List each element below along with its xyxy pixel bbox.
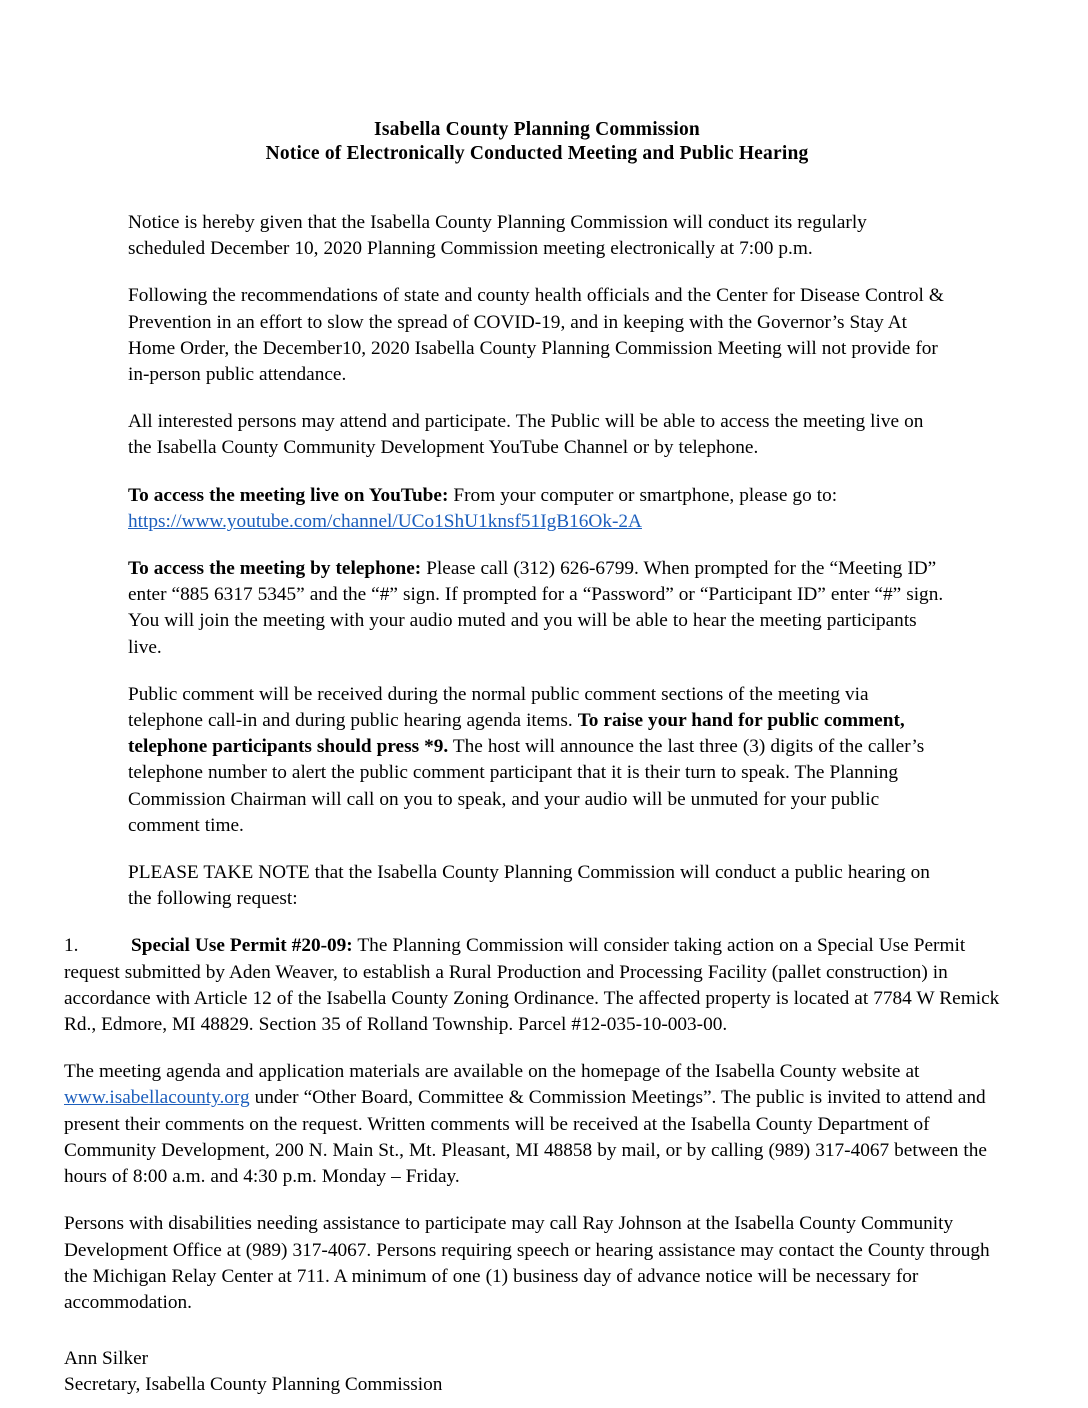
page-title	[64, 118, 1010, 165]
public-comment-raise-hand-instruction: To raise your hand for public comment, telephone participants should press *9.	[128, 710, 905, 758]
agenda-text-2: under “Other Board, Committee & Commission Meetings”. The public is invited to attend and present their comments on the request. Written comments will be received at the Isabella County Department of Community Development, 200 N. Main St., Mt. Pleasant, MI 48858 by mail, or by calling (989) 317-4067 between the hours of 8:00 a.m. and 4:30 p.m. Monday – Friday.	[64, 1087, 987, 1188]
paragraph-attendance: All interested persons may attend and participate. The Public will be able to access the meeting live on the Isabella County Community Development YouTube Channel or by telephone.	[128, 411, 924, 459]
special-use-permit-description: The Planning Commission will consider taking action on a Special Use Permit request submitted by Aden Weaver, to establish a Rural Production and Processing Facility (pallet construction) in accordance with Article 12 of the Isabella County Zoning Ordinance. The affected property is located at 7784 W Remick Rd., Edmore, MI 48829. Section 35 of Rolland Township. Parcel #12-035-10-003-00.	[64, 935, 1000, 1036]
signature-name: Ann Silker	[64, 1348, 149, 1370]
youtube-access-label: To access the meeting live on YouTube:	[128, 484, 449, 506]
youtube-channel-link[interactable]: https://www.youtube.com/channel/UCo1ShU1knsf51IgB16Ok-2A	[128, 510, 642, 532]
paragraph-public-comment	[128, 682, 948, 839]
paragraph-notice: Notice is hereby given that the Isabella County Planning Commission will conduct its regularly scheduled December 10, 2020 Planning Commission meeting electronically at 7:00 p.m.	[128, 212, 867, 260]
paragraph-accessibility: Persons with disabilities needing assistance to participate may call Ray Johnson at the Isabella County Community Development Office at (989) 317-4067. Persons requiring speech or hearing assistance may contact the County through the Michigan Relay Center at 711. A minimum of one (1) business day of advance notice will be necessary for accommodation.	[64, 1213, 990, 1313]
agenda-text-1: The meeting agenda and application materials are available on the homepage of the Isabella County website at	[64, 1061, 920, 1083]
paragraph-covid: Following the recommendations of state and county health officials and the Center for Disease Control & Prevention in an effort to slow the spread of COVID-19, and in keeping with the Governor’s Stay At Home Order, the December10, 2020 Isabella County Planning Commission Meeting will not provide for in-person public attendance.	[128, 285, 944, 386]
telephone-access-label: To access the meeting by telephone:	[128, 558, 422, 580]
list-item-number: 1.	[64, 935, 79, 957]
hearing-request-section	[64, 933, 1000, 1398]
title-line-2: Notice of Electronically Conducted Meeting and Public Hearing	[265, 142, 809, 164]
paragraph-agenda-materials	[64, 1059, 1000, 1190]
title-line-1: Isabella County Planning Commission	[374, 119, 700, 140]
paragraph-youtube-access	[128, 483, 948, 535]
paragraph-take-note: PLEASE TAKE NOTE that the Isabella County Planning Commission will conduct a public hearing on the following request:	[128, 862, 930, 910]
isabella-county-website-link[interactable]: www.isabellacounty.org	[64, 1087, 250, 1109]
public-comment-text-2: The host will announce the last three (3) digits of the caller’s telephone number to alert the public comment participant that it is their turn to speak. The Planning Commission Chairman will call on you to speak, and your audio will be unmuted for your public comment time.	[128, 736, 925, 836]
telephone-access-text: Please call (312) 626-6799. When prompted for the “Meeting ID” enter “885 6317 5345” and the “#” sign. If prompted for a “Password” or “Participant ID” enter “#” sign. You will join the meeting with your audio muted and you will be able to hear the meeting participants live.	[128, 558, 944, 658]
list-item-special-use-permit	[64, 933, 1000, 1038]
special-use-permit-label: Special Use Permit #20-09:	[131, 935, 353, 957]
signature-title: Secretary, Isabella County Planning Commission	[64, 1374, 443, 1396]
signature-block	[64, 1346, 1000, 1398]
youtube-access-text: From your computer or smartphone, please go to:	[448, 484, 838, 506]
paragraph-telephone-access	[128, 556, 948, 661]
notice-intro-section	[128, 210, 948, 912]
public-comment-text-1: Public comment will be received during the normal public comment sections of the meeting via telephone call-in and during public hearing agenda items.	[128, 683, 869, 732]
